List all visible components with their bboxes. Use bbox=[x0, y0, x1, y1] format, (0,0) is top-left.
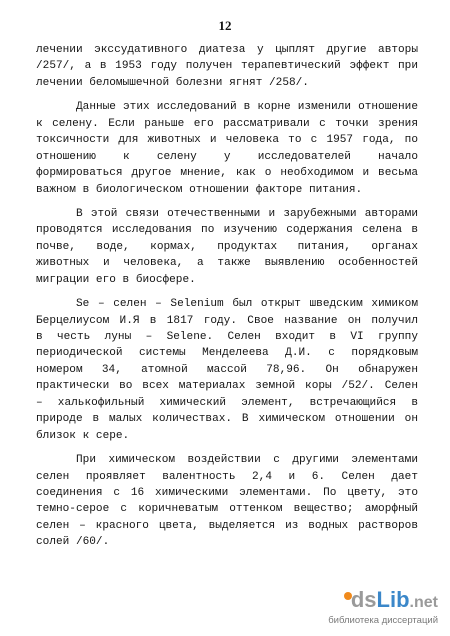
text-line: периодической системы Менделеева Д.И. с порядковым bbox=[36, 347, 418, 360]
text-line: селен – красного цвета, выделяется из водных растворов bbox=[36, 519, 418, 532]
text-line: В этой связи отечественными и зарубежными авторами bbox=[76, 207, 418, 220]
paragraph-2 bbox=[36, 99, 418, 198]
text-line: формироваться другое мнение, как о необходимом и весьма bbox=[36, 167, 418, 180]
paragraph-3 bbox=[36, 206, 418, 288]
text-line: близок к сере. bbox=[36, 429, 130, 442]
text-line: отношению к селену у исследователей начало bbox=[36, 150, 418, 163]
text-line: При химическом воздействии с другими элементами bbox=[76, 454, 418, 467]
text-line: токсичности для животных и человека то с 1957 года, по bbox=[36, 134, 418, 147]
text-line: практически во всех материалах земной коры /52/. Селен bbox=[36, 380, 418, 393]
text-line: почве, воде, кормах, продуктах питания, органах bbox=[36, 240, 418, 253]
paragraph-4 bbox=[36, 296, 418, 444]
text-line: природе в малых количествах. В химическом отношении он bbox=[36, 413, 418, 426]
text-line: в честь луны – Selene. Селен входит в VI группу bbox=[36, 331, 418, 343]
text-line: селен проявляет валентность 2,4 и 6. Селен дает bbox=[36, 470, 418, 483]
watermark-subtitle: библиотека диссертаций bbox=[328, 615, 438, 626]
text-line: лечении беломышечной болезни ягнят /258/. bbox=[36, 76, 309, 89]
text-line: темно-серое с коричневатым оттенком вещество; аморфный bbox=[36, 503, 418, 516]
text-line: /257/, а в 1953 году получен терапевтический эффект при bbox=[36, 60, 418, 73]
text-line: миграции его в биосфере. bbox=[36, 273, 196, 286]
document-body bbox=[36, 42, 418, 559]
text-line: к селену. Если раньше его рассматривали с точки зрения bbox=[36, 117, 418, 130]
page-number: 12 bbox=[218, 18, 232, 33]
text-line: Данные этих исследований в корне изменили отношение bbox=[76, 101, 418, 114]
paragraph-1 bbox=[36, 42, 418, 91]
paragraph-5 bbox=[36, 452, 418, 551]
text-line: Берцелиусом И.Я в 1817 году. Свое название он получил bbox=[36, 314, 418, 327]
text-line: соединения с 16 химическими элементами. По цвету, это bbox=[36, 486, 418, 499]
dslib-watermark bbox=[330, 588, 438, 628]
text-line: номером 34, атомной массой 78,96. Он обнаружен bbox=[36, 363, 418, 376]
text-line: важном в биологическом отношении факторе питания. bbox=[36, 183, 363, 196]
text-line: проводятся исследования по изучению содержания селена в bbox=[36, 224, 418, 237]
text-line: лечении экссудативного диатеза у цыплят другие авторы bbox=[36, 44, 418, 56]
text-line: животных и человека, а также выявлению особенностей bbox=[36, 257, 418, 270]
text-line: – халькофильный химический элемент, встречающийся в bbox=[36, 396, 418, 409]
text-line: Se – селен – Selenium был открыт шведским химиком bbox=[76, 298, 418, 311]
dslib-logo: dsLib.net bbox=[350, 587, 438, 612]
text-line: солей /60/. bbox=[36, 536, 110, 549]
